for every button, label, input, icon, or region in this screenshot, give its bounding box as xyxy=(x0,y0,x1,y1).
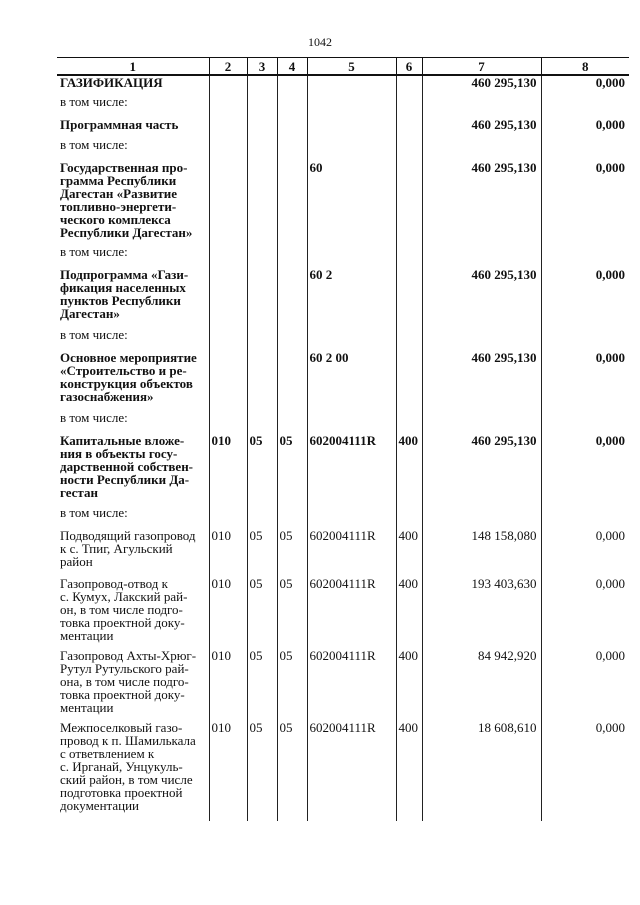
table-row xyxy=(57,721,629,821)
row-amount-8 xyxy=(541,506,629,529)
row-amount-8 xyxy=(541,245,629,268)
row-amount-7 xyxy=(422,506,541,529)
row-code-2 xyxy=(209,245,247,268)
row-name: в том числе: xyxy=(60,94,128,109)
table-body xyxy=(57,75,629,821)
row-code-4 xyxy=(277,75,307,95)
table-row xyxy=(57,118,629,138)
row-code-5: 602004111R xyxy=(307,529,396,577)
table-header xyxy=(57,58,629,76)
table-row xyxy=(57,529,629,577)
row-amount-8: 0,000 xyxy=(541,268,629,328)
row-amount-7 xyxy=(422,138,541,161)
budget-table xyxy=(57,57,629,821)
row-code-5 xyxy=(307,411,396,434)
row-name: в том числе: xyxy=(60,137,128,152)
row-amount-8: 0,000 xyxy=(541,75,629,95)
column-header: 3 xyxy=(247,58,277,76)
row-amount-7: 460 295,130 xyxy=(422,161,541,245)
row-amount-7: 84 942,920 xyxy=(422,649,541,721)
row-code-4: 05 xyxy=(277,434,307,506)
row-code-3: 05 xyxy=(247,721,277,821)
row-code-2: 010 xyxy=(209,434,247,506)
row-code-6 xyxy=(396,351,422,411)
table-row xyxy=(57,328,629,351)
row-amount-7: 460 295,130 xyxy=(422,351,541,411)
row-code-2 xyxy=(209,118,247,138)
table-row xyxy=(57,434,629,506)
table-row xyxy=(57,245,629,268)
row-code-4 xyxy=(277,411,307,434)
table-row xyxy=(57,268,629,328)
row-code-4: 05 xyxy=(277,721,307,821)
row-code-3 xyxy=(247,351,277,411)
table-row xyxy=(57,75,629,95)
row-name: ГАЗИФИКАЦИЯ xyxy=(60,75,163,90)
row-code-6 xyxy=(396,328,422,351)
row-code-3: 05 xyxy=(247,577,277,649)
row-name: Программная часть xyxy=(60,117,179,132)
row-code-4: 05 xyxy=(277,649,307,721)
page-number: 1042 xyxy=(308,35,332,49)
row-code-5: 602004111R xyxy=(307,434,396,506)
row-code-4 xyxy=(277,118,307,138)
row-amount-7: 460 295,130 xyxy=(422,75,541,95)
row-name: в том числе: xyxy=(60,244,128,259)
row-code-6 xyxy=(396,118,422,138)
row-name: Газопровод-отвод к с. Кумух, Лакский рай- он, в том числе подго- товка проектной доку- ментации xyxy=(60,576,188,643)
row-code-2 xyxy=(209,328,247,351)
row-code-3: 05 xyxy=(247,649,277,721)
row-code-5: 60 2 xyxy=(307,268,396,328)
column-header: 2 xyxy=(209,58,247,76)
row-code-6 xyxy=(396,138,422,161)
row-code-4: 05 xyxy=(277,529,307,577)
row-code-4 xyxy=(277,138,307,161)
row-amount-7 xyxy=(422,245,541,268)
row-amount-7: 460 295,130 xyxy=(422,434,541,506)
row-name: Капитальные вложе- ния в объекты госу- дарственной собствен- ности Республики Да- гестан xyxy=(60,433,194,500)
row-code-4 xyxy=(277,268,307,328)
row-code-2 xyxy=(209,161,247,245)
row-code-2: 010 xyxy=(209,649,247,721)
row-code-5: 60 xyxy=(307,161,396,245)
row-code-2 xyxy=(209,506,247,529)
column-header: 4 xyxy=(277,58,307,76)
row-amount-8: 0,000 xyxy=(541,649,629,721)
row-name: в том числе: xyxy=(60,327,128,342)
row-amount-8: 0,000 xyxy=(541,161,629,245)
row-code-5: 602004111R xyxy=(307,577,396,649)
table-row xyxy=(57,649,629,721)
row-code-3 xyxy=(247,75,277,95)
row-name: Основное мероприятие «Строительство и ре- конструкция объектов газоснабжения» xyxy=(60,350,197,404)
row-amount-7: 193 403,630 xyxy=(422,577,541,649)
row-amount-8: 0,000 xyxy=(541,351,629,411)
row-code-4 xyxy=(277,95,307,118)
row-code-4 xyxy=(277,351,307,411)
row-code-6 xyxy=(396,506,422,529)
row-code-5: 60 2 00 xyxy=(307,351,396,411)
row-amount-8: 0,000 xyxy=(541,577,629,649)
row-amount-7: 148 158,080 xyxy=(422,529,541,577)
row-name: Подводящий газопровод к с. Тпиг, Агульский район xyxy=(60,528,196,569)
row-code-5 xyxy=(307,118,396,138)
row-code-5 xyxy=(307,75,396,95)
row-code-3 xyxy=(247,506,277,529)
row-amount-7 xyxy=(422,95,541,118)
row-code-4 xyxy=(277,506,307,529)
row-code-5 xyxy=(307,328,396,351)
row-amount-8: 0,000 xyxy=(541,721,629,821)
row-code-3: 05 xyxy=(247,529,277,577)
row-amount-7: 460 295,130 xyxy=(422,118,541,138)
row-code-3 xyxy=(247,268,277,328)
row-amount-8 xyxy=(541,411,629,434)
column-header: 6 xyxy=(396,58,422,76)
table-row xyxy=(57,95,629,118)
table-row xyxy=(57,577,629,649)
row-code-6: 400 xyxy=(396,529,422,577)
row-amount-8: 0,000 xyxy=(541,118,629,138)
row-code-6 xyxy=(396,411,422,434)
row-code-3 xyxy=(247,118,277,138)
row-amount-7: 460 295,130 xyxy=(422,268,541,328)
row-amount-8 xyxy=(541,95,629,118)
row-name: в том числе: xyxy=(60,505,128,520)
table-row xyxy=(57,506,629,529)
column-header: 1 xyxy=(57,58,209,76)
row-code-5: 602004111R xyxy=(307,649,396,721)
row-amount-7 xyxy=(422,411,541,434)
row-code-6: 400 xyxy=(396,649,422,721)
table-row xyxy=(57,351,629,411)
row-code-5 xyxy=(307,95,396,118)
table-row xyxy=(57,411,629,434)
row-code-2 xyxy=(209,268,247,328)
row-code-2 xyxy=(209,351,247,411)
table-row xyxy=(57,138,629,161)
column-header: 5 xyxy=(307,58,396,76)
row-code-3: 05 xyxy=(247,434,277,506)
row-code-5: 602004111R xyxy=(307,721,396,821)
row-code-6: 400 xyxy=(396,577,422,649)
row-code-2: 010 xyxy=(209,529,247,577)
row-code-3 xyxy=(247,95,277,118)
column-header: 7 xyxy=(422,58,541,76)
row-code-2 xyxy=(209,95,247,118)
row-code-2: 010 xyxy=(209,577,247,649)
row-code-6 xyxy=(396,95,422,118)
row-code-4 xyxy=(277,161,307,245)
row-name: Газопровод Ахты-Хрюг- Рутул Рутульского рай- она, в том числе подго- товка проектной доку- ментации xyxy=(60,648,197,715)
row-code-6: 400 xyxy=(396,434,422,506)
row-name: Государственная про- грамма Республики Дагестан «Развитие топливно-энергети- ческого комплекса Республики Дагестан» xyxy=(60,160,193,240)
row-code-3 xyxy=(247,245,277,268)
row-name: Подпрограмма «Гази- фикация населенных пунктов Республики Дагестан» xyxy=(60,267,189,321)
row-code-4 xyxy=(277,328,307,351)
row-code-3 xyxy=(247,161,277,245)
row-code-6 xyxy=(396,75,422,95)
row-name: Межпоселковый газо- провод к п. Шамилькала с ответвлением к с. Ирганай, Унцукуль- ский район, в том числе подготовка проектной документации xyxy=(60,720,196,813)
row-code-5 xyxy=(307,245,396,268)
row-code-3 xyxy=(247,138,277,161)
row-code-3 xyxy=(247,328,277,351)
row-amount-8 xyxy=(541,328,629,351)
row-code-6 xyxy=(396,245,422,268)
row-amount-8: 0,000 xyxy=(541,529,629,577)
column-header: 8 xyxy=(541,58,629,76)
row-code-2 xyxy=(209,75,247,95)
row-amount-7: 18 608,610 xyxy=(422,721,541,821)
row-name: в том числе: xyxy=(60,410,128,425)
row-code-3 xyxy=(247,411,277,434)
row-amount-7 xyxy=(422,328,541,351)
row-code-5 xyxy=(307,138,396,161)
row-code-4: 05 xyxy=(277,577,307,649)
row-code-4 xyxy=(277,245,307,268)
row-amount-8: 0,000 xyxy=(541,434,629,506)
row-code-5 xyxy=(307,506,396,529)
row-code-2 xyxy=(209,411,247,434)
row-amount-8 xyxy=(541,138,629,161)
header-row xyxy=(57,58,629,76)
row-code-2: 010 xyxy=(209,721,247,821)
row-code-6 xyxy=(396,161,422,245)
row-code-6 xyxy=(396,268,422,328)
row-code-6: 400 xyxy=(396,721,422,821)
row-code-2 xyxy=(209,138,247,161)
table-row xyxy=(57,161,629,245)
